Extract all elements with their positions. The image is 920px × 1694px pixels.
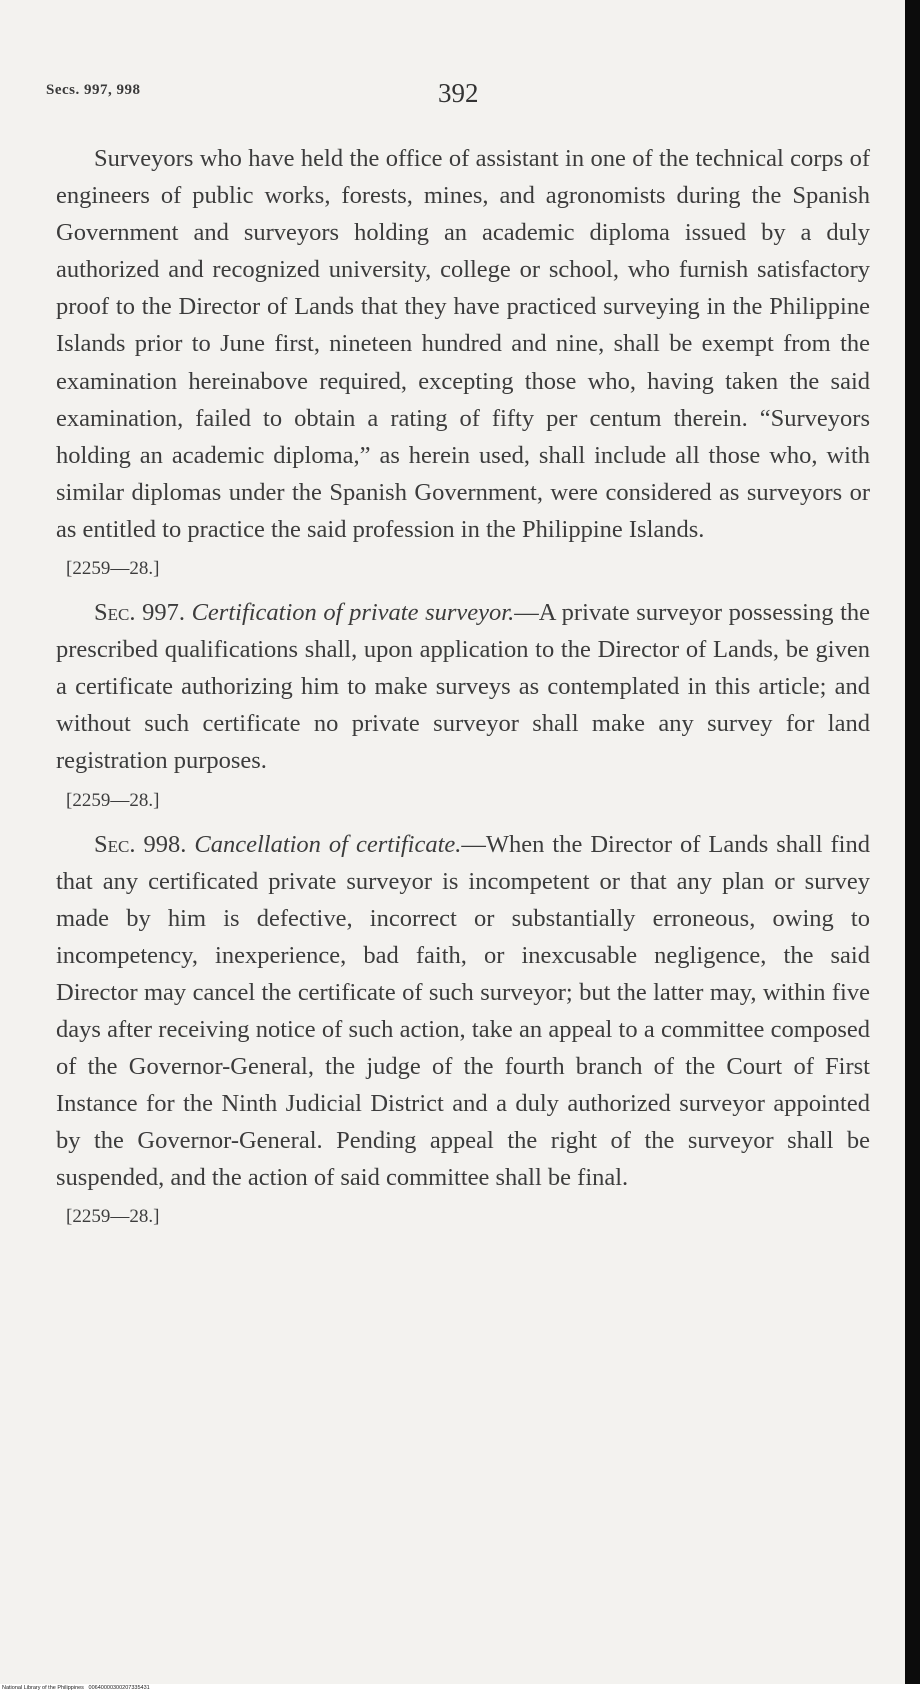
scan-edge (905, 0, 920, 1694)
section-text: —A private surveyor possessing the prescribed qualifications shall, upon application to the Director of Lands, be given a certificate authorizing him to make surveys as contemplated in this article; and without such certificate no private surveyor shall make any survey for land registration purposes. (56, 599, 870, 775)
section-title: Cancellation of certificate. (194, 830, 462, 858)
section-number: Sec. 997. (94, 599, 185, 627)
section-number: Sec. 998. (94, 830, 187, 858)
citation: [2259—28.] (66, 789, 160, 811)
section-997 (56, 594, 870, 779)
section-998 (56, 826, 870, 1197)
body-text (56, 140, 870, 1242)
footer-identifier: 00640000300207335431 (88, 1685, 150, 1691)
citation: [2259—28.] (66, 1206, 160, 1228)
footer-source: National Library of the Philippines (2, 1685, 84, 1691)
section-text: —When the Director of Lands shall find that any certificated private surveyor is incompetent or that any plan or survey made by him is defective, incorrect or substantially erroneous, owing to incompetency, inexperience, bad faith, or inexcusable negligence, the said Director may cancel the certificate of such surveyor; but the latter may, within five days after receiving notice of such action, take an appeal to a committee composed of the Governor-General, the judge of the fourth branch of the Court of First Instance for the Ninth Judicial District and a duly authorized surveyor appointed by the Governor-General. Pending appeal the right of the surveyor shall be suspended, and the action of said committee shall be final. (56, 830, 870, 1192)
footer-source-note (2, 1684, 150, 1692)
section-title: Certification of private surveyor. (191, 599, 515, 627)
running-head: Secs. 997, 998 (46, 82, 141, 98)
paragraph-surveyor-exemption: Surveyors who have held the office of assistant in one of the technical corps of engineers of public works, forests, mines, and agronomists during the Spanish Government and surveyors holding an academic diploma issued by a duly authorized and recognized university, college or school, who furnish satisfactory proof to the Director of Lands that they have practiced surveying in the Philippine Islands prior to June first, nineteen hundred and nine, shall be exempt from the examination hereinabove required, excepting those who, having taken the said examination, failed to obtain a rating of fifty per centum therein. “Surveyors holding an academic diploma,” as herein used, shall include all those who, with similar diplomas under the Spanish Government, were considered as surveyors or as entitled to practice the said profession in the Philippine Islands. (56, 145, 870, 543)
citation: [2259—28.] (66, 558, 160, 580)
page-number: 392 (438, 78, 479, 108)
